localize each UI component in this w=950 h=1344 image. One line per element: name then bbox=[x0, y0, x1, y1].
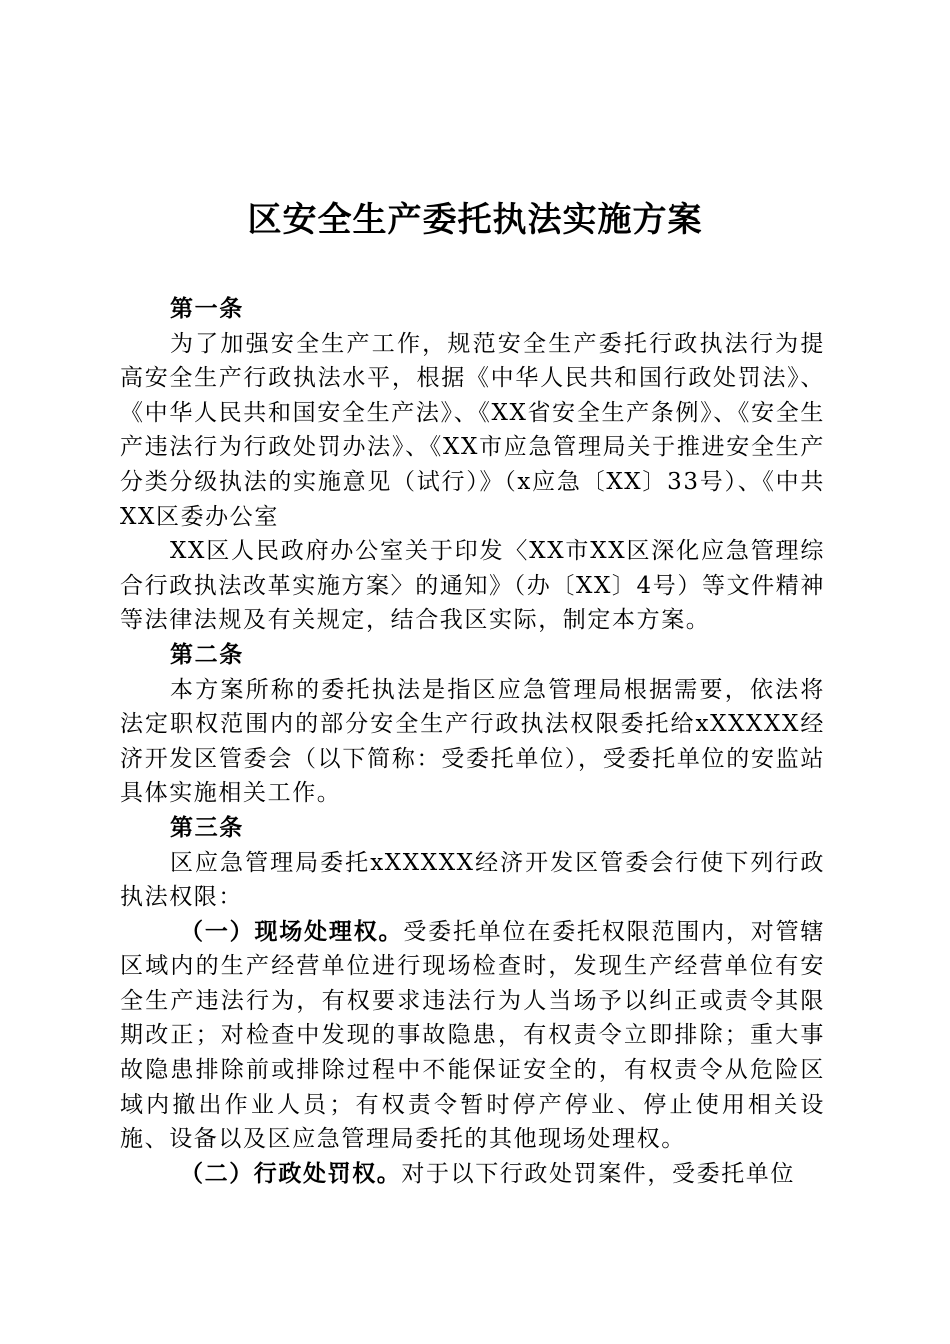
document-body bbox=[120, 292, 825, 1191]
item-2-text: 对于以下行政处罚案件，受委托单位 bbox=[401, 1160, 796, 1187]
article-3-paragraph-1: 区应急管理局委托xXXXXX经济开发区管委会行使下列行政执法权限： bbox=[120, 849, 825, 911]
article-3-item-2 bbox=[120, 1157, 825, 1192]
article-1-heading: 第一条 bbox=[170, 295, 244, 322]
article-1-paragraph-2: XX区人民政府办公室关于印发〈XX市XX区深化应急管理综合行政执法改革实施方案〉的通知》（办〔XX〕4号）等文件精神等法律法规及有关规定，结合我区实际，制定本方案。 bbox=[120, 538, 825, 634]
item-1-lead: （一）现场处理权。 bbox=[180, 917, 404, 945]
item-1-text: 受委托单位在委托权限范围内，对管辖区域内的生产经营单位进行现场检查时，发现生产经营单位有安全生产违法行为，有权要求违法行为人当场予以纠正或责令其限期改正；对检查中发现的事故隐患，有权责令立即排除；重大事故隐患排除前或排除过程中不能保证安全的，有权责令从危险区域内撤出作业人员；有权责令暂时停产停业、停止使用相关设施、设备以及区应急管理局委托的其他现场处理权。 bbox=[120, 918, 825, 1153]
article-2-heading: 第二条 bbox=[170, 640, 244, 668]
document-title: 区安全生产委托执法实施方案 bbox=[247, 200, 703, 240]
article-1-paragraph-1: 为了加强安全生产工作，规范安全生产委托行政执法行为提高安全生产行政执法水平，根据《中华人民共和国行政处罚法》、《中华人民共和国安全生产法》、《XX省安全生产条例》、《安全生产违法行为行政处罚办法》、《XX市应急管理局关于推进安全生产分类分级执法的实施意见（试行）》（x应急〔XX〕33号）、《中共XX区委办公室 bbox=[120, 330, 825, 530]
article-2-paragraph-1: 本方案所称的委托执法是指区应急管理局根据需要，依法将法定职权范围内的部分安全生产行政执法权限委托给xXXXXX经济开发区管委会（以下简称：受委托单位），受委托单位的安监站具体实施相关工作。 bbox=[120, 676, 825, 807]
article-3-item-1 bbox=[120, 915, 825, 1157]
article-3-heading: 第三条 bbox=[170, 813, 244, 841]
item-2-lead: （二）行政处罚权。 bbox=[180, 1159, 402, 1187]
